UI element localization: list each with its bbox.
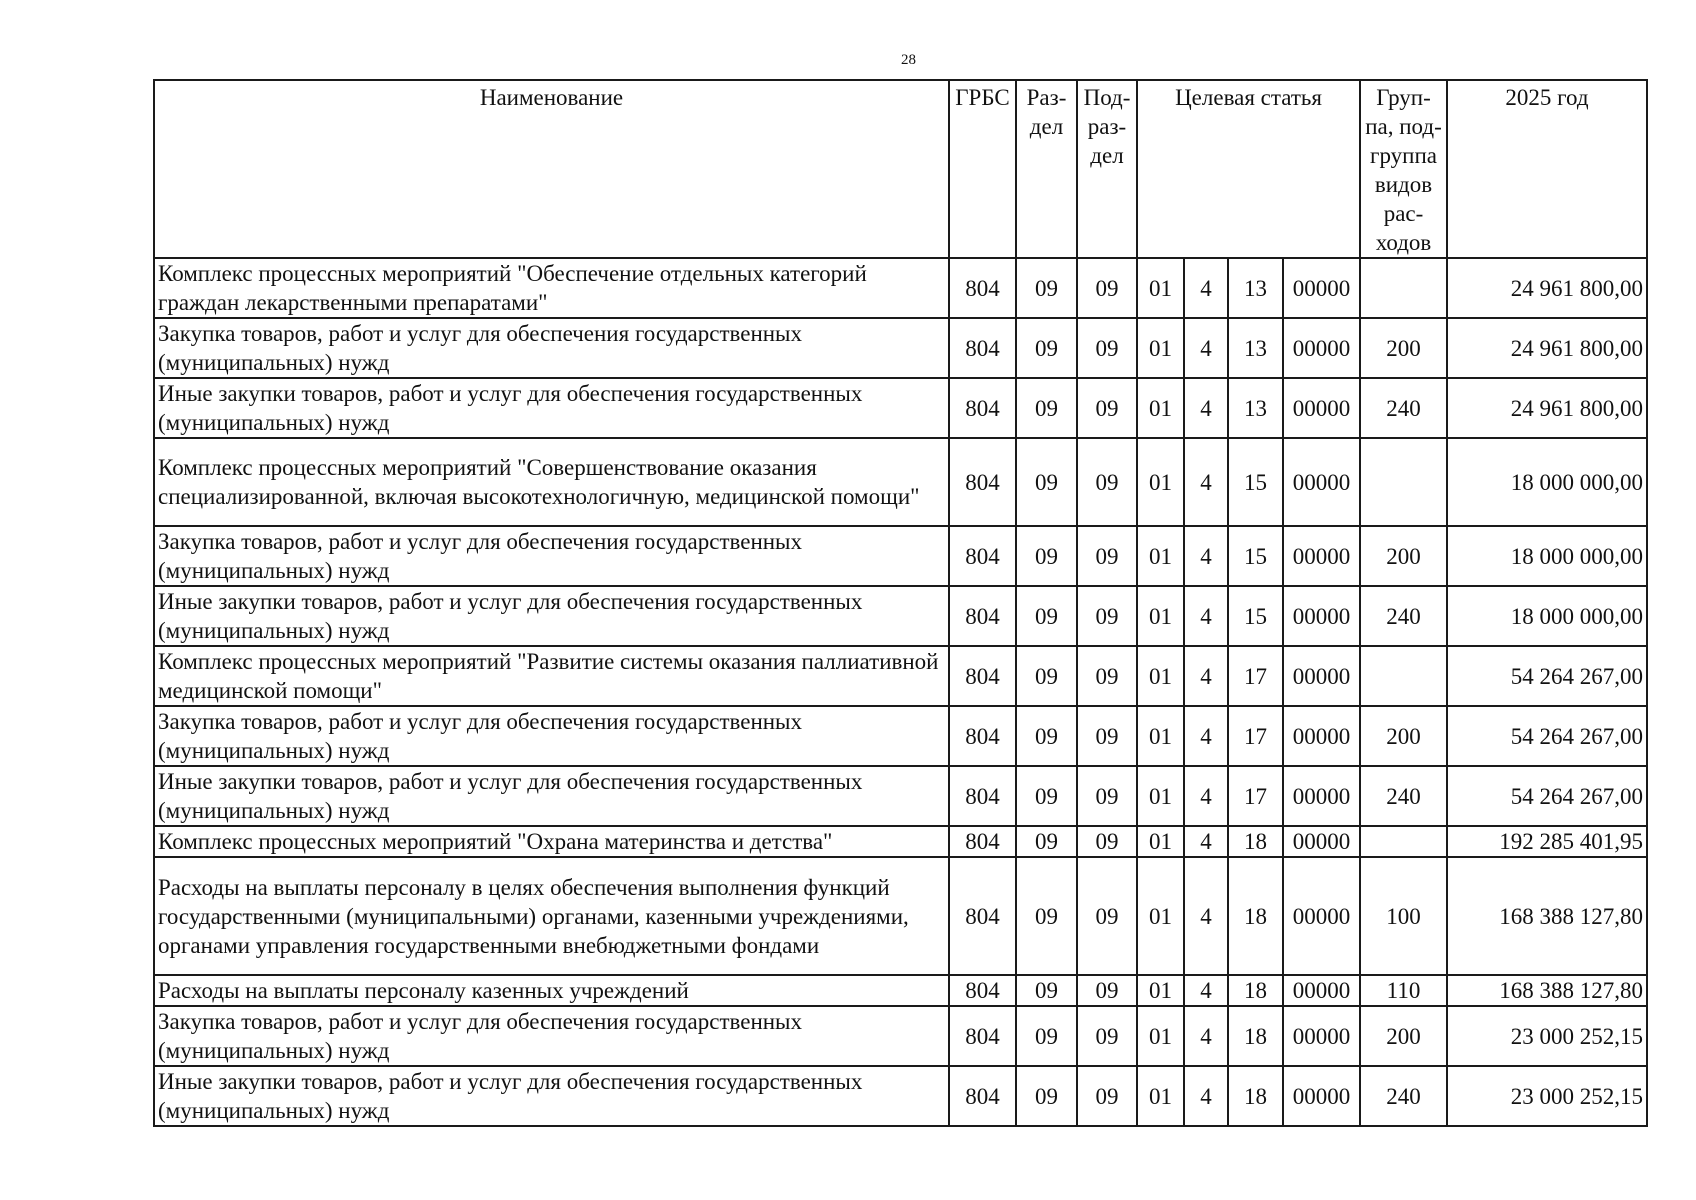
cell-tselevaya-4: 00000 <box>1283 857 1360 975</box>
cell-grbs: 804 <box>949 646 1016 706</box>
cell-razdel: 09 <box>1016 1066 1077 1126</box>
cell-grbs: 804 <box>949 586 1016 646</box>
cell-vid-rashodov: 200 <box>1360 318 1447 378</box>
cell-vid-rashodov: 100 <box>1360 857 1447 975</box>
cell-amount-2025: 24 961 800,00 <box>1447 378 1647 438</box>
cell-podrazdel: 09 <box>1077 318 1137 378</box>
cell-razdel: 09 <box>1016 857 1077 975</box>
cell-tselevaya-2: 4 <box>1184 1006 1228 1066</box>
cell-vid-rashodov <box>1360 258 1447 318</box>
cell-amount-2025: 168 388 127,80 <box>1447 857 1647 975</box>
cell-vid-rashodov: 240 <box>1360 586 1447 646</box>
cell-tselevaya-3: 18 <box>1228 1066 1283 1126</box>
cell-razdel: 09 <box>1016 258 1077 318</box>
cell-tselevaya-2: 4 <box>1184 258 1228 318</box>
budget-table <box>153 79 1648 1127</box>
cell-podrazdel: 09 <box>1077 766 1137 826</box>
header-razdel: Раз- дел <box>1016 80 1077 258</box>
cell-name: Иные закупки товаров, работ и услуг для обеспечения государственных (муниципальных) нужд <box>154 378 949 438</box>
cell-tselevaya-1: 01 <box>1137 526 1184 586</box>
cell-razdel: 09 <box>1016 526 1077 586</box>
cell-tselevaya-4: 00000 <box>1283 1006 1360 1066</box>
cell-tselevaya-2: 4 <box>1184 586 1228 646</box>
cell-razdel: 09 <box>1016 706 1077 766</box>
cell-tselevaya-2: 4 <box>1184 646 1228 706</box>
cell-tselevaya-1: 01 <box>1137 766 1184 826</box>
cell-razdel: 09 <box>1016 438 1077 526</box>
cell-grbs: 804 <box>949 826 1016 857</box>
cell-razdel: 09 <box>1016 318 1077 378</box>
cell-name: Комплекс процессных мероприятий "Обеспечение отдельных категорий граждан лекарственными препаратами" <box>154 258 949 318</box>
cell-tselevaya-1: 01 <box>1137 1066 1184 1126</box>
cell-tselevaya-4: 00000 <box>1283 438 1360 526</box>
cell-tselevaya-2: 4 <box>1184 1066 1228 1126</box>
cell-tselevaya-1: 01 <box>1137 975 1184 1006</box>
cell-tselevaya-3: 18 <box>1228 826 1283 857</box>
table-row <box>154 526 1647 586</box>
cell-podrazdel: 09 <box>1077 378 1137 438</box>
table-row <box>154 318 1647 378</box>
cell-tselevaya-3: 17 <box>1228 706 1283 766</box>
cell-vid-rashodov <box>1360 646 1447 706</box>
cell-tselevaya-4: 00000 <box>1283 646 1360 706</box>
cell-tselevaya-4: 00000 <box>1283 1066 1360 1126</box>
cell-tselevaya-3: 18 <box>1228 1006 1283 1066</box>
cell-tselevaya-2: 4 <box>1184 378 1228 438</box>
cell-razdel: 09 <box>1016 975 1077 1006</box>
cell-tselevaya-4: 00000 <box>1283 318 1360 378</box>
cell-amount-2025: 54 264 267,00 <box>1447 766 1647 826</box>
cell-name: Закупка товаров, работ и услуг для обеспечения государственных (муниципальных) нужд <box>154 526 949 586</box>
cell-name: Расходы на выплаты персоналу в целях обеспечения выполнения функций государственными (муниципальными) органами, казенными учреждениями, органами управления государственными внебюджетными фондами <box>154 857 949 975</box>
table-header-row <box>154 80 1647 258</box>
table-row <box>154 378 1647 438</box>
cell-amount-2025: 24 961 800,00 <box>1447 258 1647 318</box>
cell-tselevaya-3: 13 <box>1228 318 1283 378</box>
cell-grbs: 804 <box>949 526 1016 586</box>
header-podrazdel: Под- раз- дел <box>1077 80 1137 258</box>
cell-grbs: 804 <box>949 1006 1016 1066</box>
cell-razdel: 09 <box>1016 646 1077 706</box>
page-number: 28 <box>901 52 916 68</box>
cell-amount-2025: 24 961 800,00 <box>1447 318 1647 378</box>
cell-tselevaya-3: 18 <box>1228 975 1283 1006</box>
cell-razdel: 09 <box>1016 378 1077 438</box>
cell-name: Иные закупки товаров, работ и услуг для обеспечения государственных (муниципальных) нужд <box>154 1066 949 1126</box>
cell-grbs: 804 <box>949 438 1016 526</box>
cell-amount-2025: 23 000 252,15 <box>1447 1006 1647 1066</box>
cell-amount-2025: 18 000 000,00 <box>1447 586 1647 646</box>
cell-grbs: 804 <box>949 318 1016 378</box>
table-row <box>154 646 1647 706</box>
cell-name: Комплекс процессных мероприятий "Развитие системы оказания паллиативной медицинской помощи" <box>154 646 949 706</box>
cell-grbs: 804 <box>949 258 1016 318</box>
header-grbs: ГРБС <box>949 80 1016 258</box>
cell-vid-rashodov: 110 <box>1360 975 1447 1006</box>
cell-vid-rashodov <box>1360 438 1447 526</box>
cell-tselevaya-4: 00000 <box>1283 378 1360 438</box>
header-tselevaya-statya: Целевая статья <box>1137 80 1360 258</box>
cell-podrazdel: 09 <box>1077 526 1137 586</box>
cell-tselevaya-3: 15 <box>1228 526 1283 586</box>
cell-tselevaya-1: 01 <box>1137 586 1184 646</box>
table-row <box>154 586 1647 646</box>
cell-tselevaya-1: 01 <box>1137 258 1184 318</box>
header-year: 2025 год <box>1447 80 1647 258</box>
cell-amount-2025: 54 264 267,00 <box>1447 706 1647 766</box>
cell-grbs: 804 <box>949 706 1016 766</box>
cell-tselevaya-2: 4 <box>1184 438 1228 526</box>
cell-grbs: 804 <box>949 857 1016 975</box>
cell-podrazdel: 09 <box>1077 586 1137 646</box>
cell-vid-rashodov: 240 <box>1360 378 1447 438</box>
table-row <box>154 706 1647 766</box>
cell-tselevaya-4: 00000 <box>1283 706 1360 766</box>
cell-vid-rashodov: 240 <box>1360 766 1447 826</box>
cell-tselevaya-1: 01 <box>1137 1006 1184 1066</box>
cell-tselevaya-4: 00000 <box>1283 586 1360 646</box>
cell-tselevaya-2: 4 <box>1184 706 1228 766</box>
cell-razdel: 09 <box>1016 1006 1077 1066</box>
cell-tselevaya-2: 4 <box>1184 766 1228 826</box>
cell-amount-2025: 54 264 267,00 <box>1447 646 1647 706</box>
cell-tselevaya-2: 4 <box>1184 975 1228 1006</box>
cell-tselevaya-3: 18 <box>1228 857 1283 975</box>
cell-grbs: 804 <box>949 1066 1016 1126</box>
cell-grbs: 804 <box>949 975 1016 1006</box>
cell-tselevaya-2: 4 <box>1184 318 1228 378</box>
cell-amount-2025: 192 285 401,95 <box>1447 826 1647 857</box>
cell-tselevaya-2: 4 <box>1184 526 1228 586</box>
header-name: Наименование <box>154 80 949 258</box>
cell-name: Закупка товаров, работ и услуг для обеспечения государственных (муниципальных) нужд <box>154 706 949 766</box>
cell-tselevaya-3: 15 <box>1228 586 1283 646</box>
cell-podrazdel: 09 <box>1077 857 1137 975</box>
cell-tselevaya-1: 01 <box>1137 318 1184 378</box>
table-row <box>154 975 1647 1006</box>
cell-tselevaya-2: 4 <box>1184 857 1228 975</box>
cell-podrazdel: 09 <box>1077 826 1137 857</box>
cell-tselevaya-2: 4 <box>1184 826 1228 857</box>
cell-tselevaya-3: 15 <box>1228 438 1283 526</box>
table-row <box>154 1066 1647 1126</box>
header-gruppa-vidov-rashodov: Груп- па, под- группа видов рас- ходов <box>1360 80 1447 258</box>
table-row <box>154 766 1647 826</box>
cell-name: Комплекс процессных мероприятий "Охрана материнства и детства" <box>154 826 949 857</box>
cell-amount-2025: 18 000 000,00 <box>1447 438 1647 526</box>
cell-name: Иные закупки товаров, работ и услуг для обеспечения государственных (муниципальных) нужд <box>154 586 949 646</box>
cell-name: Иные закупки товаров, работ и услуг для обеспечения государственных (муниципальных) нужд <box>154 766 949 826</box>
cell-tselevaya-1: 01 <box>1137 826 1184 857</box>
cell-tselevaya-1: 01 <box>1137 857 1184 975</box>
cell-podrazdel: 09 <box>1077 258 1137 318</box>
cell-tselevaya-4: 00000 <box>1283 258 1360 318</box>
cell-tselevaya-4: 00000 <box>1283 766 1360 826</box>
table-row <box>154 1006 1647 1066</box>
cell-tselevaya-1: 01 <box>1137 706 1184 766</box>
cell-vid-rashodov <box>1360 826 1447 857</box>
cell-razdel: 09 <box>1016 586 1077 646</box>
cell-podrazdel: 09 <box>1077 646 1137 706</box>
cell-podrazdel: 09 <box>1077 706 1137 766</box>
cell-podrazdel: 09 <box>1077 1066 1137 1126</box>
cell-tselevaya-4: 00000 <box>1283 526 1360 586</box>
cell-name: Комплекс процессных мероприятий "Совершенствование оказания специализированной, включая высокотехнологичную, медицинской помощи" <box>154 438 949 526</box>
table-row <box>154 826 1647 857</box>
table-row <box>154 258 1647 318</box>
cell-podrazdel: 09 <box>1077 438 1137 526</box>
cell-vid-rashodov: 200 <box>1360 1006 1447 1066</box>
cell-grbs: 804 <box>949 378 1016 438</box>
table-row <box>154 438 1647 526</box>
cell-razdel: 09 <box>1016 826 1077 857</box>
cell-tselevaya-3: 17 <box>1228 766 1283 826</box>
cell-name: Закупка товаров, работ и услуг для обеспечения государственных (муниципальных) нужд <box>154 318 949 378</box>
cell-tselevaya-3: 17 <box>1228 646 1283 706</box>
cell-razdel: 09 <box>1016 766 1077 826</box>
cell-tselevaya-1: 01 <box>1137 646 1184 706</box>
cell-name: Закупка товаров, работ и услуг для обеспечения государственных (муниципальных) нужд <box>154 1006 949 1066</box>
cell-grbs: 804 <box>949 766 1016 826</box>
cell-podrazdel: 09 <box>1077 1006 1137 1066</box>
cell-amount-2025: 168 388 127,80 <box>1447 975 1647 1006</box>
cell-tselevaya-4: 00000 <box>1283 826 1360 857</box>
cell-tselevaya-1: 01 <box>1137 438 1184 526</box>
cell-amount-2025: 18 000 000,00 <box>1447 526 1647 586</box>
cell-amount-2025: 23 000 252,15 <box>1447 1066 1647 1126</box>
cell-name: Расходы на выплаты персоналу казенных учреждений <box>154 975 949 1006</box>
cell-vid-rashodov: 200 <box>1360 706 1447 766</box>
cell-vid-rashodov: 240 <box>1360 1066 1447 1126</box>
cell-tselevaya-3: 13 <box>1228 258 1283 318</box>
cell-tselevaya-3: 13 <box>1228 378 1283 438</box>
cell-vid-rashodov: 200 <box>1360 526 1447 586</box>
table-row <box>154 857 1647 975</box>
cell-podrazdel: 09 <box>1077 975 1137 1006</box>
cell-tselevaya-1: 01 <box>1137 378 1184 438</box>
cell-tselevaya-4: 00000 <box>1283 975 1360 1006</box>
